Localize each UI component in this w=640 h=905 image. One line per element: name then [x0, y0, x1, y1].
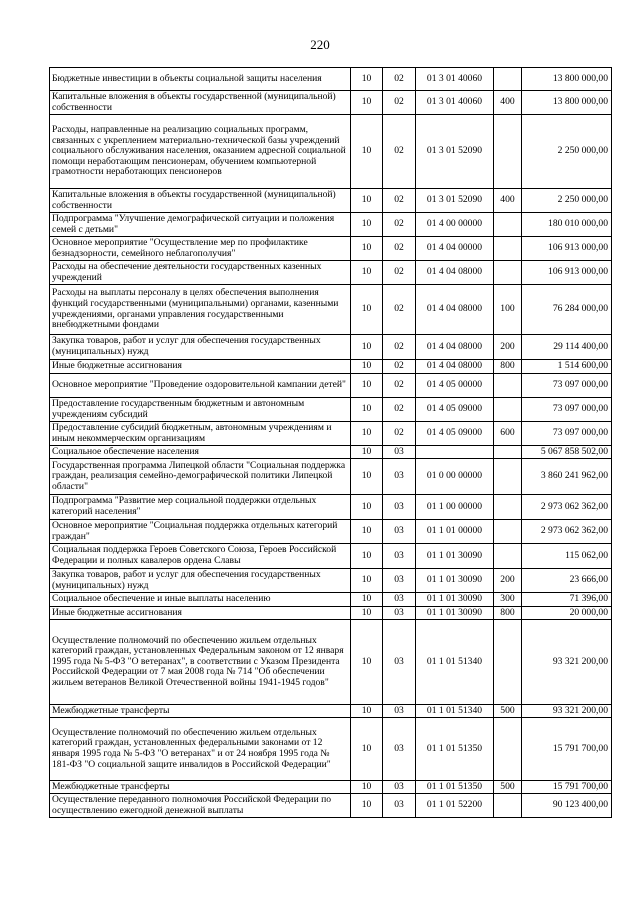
row-subsection: 03	[383, 794, 416, 818]
row-name: Иные бюджетные ассигнования	[50, 360, 351, 374]
row-expense-type	[494, 495, 522, 520]
row-section: 10	[351, 569, 383, 593]
row-name: Основное мероприятие "Осуществление мер по профилактике безнадзорности, семейного неблагополучия"	[50, 237, 351, 261]
row-subsection: 02	[383, 91, 416, 115]
row-name: Капитальные вложения в объекты государственной (муниципальной) собственности	[50, 91, 351, 115]
row-amount: 76 284 000,00	[522, 285, 612, 335]
row-amount: 106 913 000,00	[522, 237, 612, 261]
table-row	[50, 544, 612, 569]
row-expense-type: 800	[494, 607, 522, 620]
row-target-article: 01 4 05 00000	[416, 374, 494, 398]
table-row	[50, 569, 612, 593]
row-target-article: 01 4 04 00000	[416, 237, 494, 261]
row-subsection: 03	[383, 705, 416, 718]
row-target-article: 01 1 01 30090	[416, 607, 494, 620]
row-expense-type: 600	[494, 422, 522, 446]
table-row	[50, 91, 612, 115]
row-target-article: 01 3 01 40060	[416, 68, 494, 91]
row-amount: 2 973 062 362,00	[522, 520, 612, 544]
row-name: Основное мероприятие "Проведение оздоровительной кампании детей"	[50, 374, 351, 398]
table-row	[50, 68, 612, 91]
table-row	[50, 705, 612, 718]
row-section: 10	[351, 520, 383, 544]
row-subsection: 02	[383, 189, 416, 213]
row-section: 10	[351, 115, 383, 189]
row-amount: 115 062,00	[522, 544, 612, 569]
table-row	[50, 422, 612, 446]
row-name: Расходы, направленные на реализацию социальных программ, связанных с укреплением материально-технической базы учреждений социального обслуживания населения, оказанием адресной социальной помощи неработающим пенсионерам, обучением компьютерной грамотности неработающих пенсионеров	[50, 115, 351, 189]
budget-table-body	[50, 68, 612, 818]
row-subsection: 03	[383, 459, 416, 495]
row-amount: 3 860 241 962,00	[522, 459, 612, 495]
row-target-article: 01 4 04 08000	[416, 360, 494, 374]
row-name: Осуществление переданного полномочия Российской Федерации по осуществлению ежегодной денежной выплаты	[50, 794, 351, 818]
row-subsection: 03	[383, 718, 416, 781]
row-amount: 90 123 400,00	[522, 794, 612, 818]
row-amount: 93 321 200,00	[522, 705, 612, 718]
row-section: 10	[351, 459, 383, 495]
table-row	[50, 520, 612, 544]
row-amount: 13 800 000,00	[522, 68, 612, 91]
row-section: 10	[351, 91, 383, 115]
row-amount: 2 250 000,00	[522, 115, 612, 189]
row-target-article: 01 4 04 08000	[416, 335, 494, 360]
row-amount: 15 791 700,00	[522, 718, 612, 781]
row-target-article	[416, 446, 494, 459]
row-expense-type	[494, 213, 522, 237]
table-row	[50, 237, 612, 261]
row-expense-type: 200	[494, 335, 522, 360]
table-row	[50, 115, 612, 189]
row-subsection: 02	[383, 335, 416, 360]
row-amount: 1 514 600,00	[522, 360, 612, 374]
row-target-article: 01 1 00 00000	[416, 495, 494, 520]
row-section: 10	[351, 237, 383, 261]
row-target-article: 01 1 01 30090	[416, 544, 494, 569]
row-expense-type: 500	[494, 781, 522, 794]
row-section: 10	[351, 285, 383, 335]
table-row	[50, 335, 612, 360]
row-name: Иные бюджетные ассигнования	[50, 607, 351, 620]
row-section: 10	[351, 189, 383, 213]
row-section: 10	[351, 213, 383, 237]
row-name: Закупка товаров, работ и услуг для обеспечения государственных (муниципальных) нужд	[50, 569, 351, 593]
row-section: 10	[351, 68, 383, 91]
row-expense-type	[494, 398, 522, 422]
row-subsection: 02	[383, 213, 416, 237]
row-target-article: 01 1 01 52200	[416, 794, 494, 818]
row-expense-type	[494, 261, 522, 285]
row-expense-type: 800	[494, 360, 522, 374]
row-target-article: 01 1 01 51340	[416, 705, 494, 718]
row-subsection: 03	[383, 620, 416, 705]
row-name: Межбюджетные трансферты	[50, 781, 351, 794]
row-name: Социальная поддержка Героев Советского Союза, Героев Российской Федерации и полных кавалеров ордена Славы	[50, 544, 351, 569]
row-section: 10	[351, 718, 383, 781]
table-row	[50, 285, 612, 335]
row-name: Предоставление субсидий бюджетным, автономным учреждениям и иным некоммерческим организациям	[50, 422, 351, 446]
budget-table	[49, 67, 612, 818]
row-subsection: 02	[383, 374, 416, 398]
row-amount: 106 913 000,00	[522, 261, 612, 285]
row-amount: 20 000,00	[522, 607, 612, 620]
row-expense-type: 400	[494, 91, 522, 115]
row-subsection: 03	[383, 520, 416, 544]
table-row	[50, 495, 612, 520]
row-section: 10	[351, 781, 383, 794]
row-target-article: 01 1 01 51350	[416, 781, 494, 794]
table-row	[50, 620, 612, 705]
row-expense-type	[494, 718, 522, 781]
row-expense-type	[494, 620, 522, 705]
row-amount: 15 791 700,00	[522, 781, 612, 794]
row-subsection: 02	[383, 398, 416, 422]
row-name: Осуществление полномочий по обеспечению жильем отдельных категорий граждан, установленных федеральными законами от 12 января 1995 года № 5-ФЗ "О ветеранах" и от 24 ноября 1995 года № 181-ФЗ "О социальной защите инвалидов в Российской Федерации"	[50, 718, 351, 781]
row-amount: 5 067 858 502,00	[522, 446, 612, 459]
row-expense-type: 200	[494, 569, 522, 593]
row-expense-type: 300	[494, 593, 522, 607]
row-target-article: 01 1 01 51340	[416, 620, 494, 705]
row-amount: 73 097 000,00	[522, 374, 612, 398]
row-name: Закупка товаров, работ и услуг для обеспечения государственных (муниципальных) нужд	[50, 335, 351, 360]
row-subsection: 02	[383, 360, 416, 374]
row-target-article: 01 1 01 30090	[416, 593, 494, 607]
row-subsection: 03	[383, 495, 416, 520]
row-target-article: 01 1 01 51350	[416, 718, 494, 781]
table-row	[50, 459, 612, 495]
row-amount: 73 097 000,00	[522, 398, 612, 422]
row-name: Социальное обеспечение населения	[50, 446, 351, 459]
row-section: 10	[351, 620, 383, 705]
row-amount: 71 396,00	[522, 593, 612, 607]
page-number: 220	[310, 37, 330, 52]
row-target-article: 01 4 05 09000	[416, 398, 494, 422]
row-subsection: 02	[383, 261, 416, 285]
table-row	[50, 446, 612, 459]
row-expense-type	[494, 794, 522, 818]
table-row	[50, 360, 612, 374]
row-section: 10	[351, 446, 383, 459]
row-subsection: 02	[383, 422, 416, 446]
row-subsection: 03	[383, 607, 416, 620]
row-section: 10	[351, 544, 383, 569]
table-row	[50, 374, 612, 398]
table-row	[50, 398, 612, 422]
row-name: Бюджетные инвестиции в объекты социальной защиты населения	[50, 68, 351, 91]
row-amount: 180 010 000,00	[522, 213, 612, 237]
row-subsection: 03	[383, 593, 416, 607]
row-target-article: 01 4 04 08000	[416, 285, 494, 335]
row-name: Расходы на обеспечение деятельности государственных казенных учреждений	[50, 261, 351, 285]
row-name: Социальное обеспечение и иные выплаты населению	[50, 593, 351, 607]
row-section: 10	[351, 261, 383, 285]
row-amount: 93 321 200,00	[522, 620, 612, 705]
row-subsection: 03	[383, 446, 416, 459]
row-target-article: 01 3 01 52090	[416, 115, 494, 189]
row-subsection: 03	[383, 544, 416, 569]
row-amount: 13 800 000,00	[522, 91, 612, 115]
row-section: 10	[351, 374, 383, 398]
row-expense-type: 400	[494, 189, 522, 213]
row-section: 10	[351, 607, 383, 620]
row-name: Предоставление государственным бюджетным и автономным учреждениям субсидий	[50, 398, 351, 422]
row-amount: 29 114 400,00	[522, 335, 612, 360]
row-subsection: 02	[383, 285, 416, 335]
row-expense-type	[494, 115, 522, 189]
row-expense-type: 100	[494, 285, 522, 335]
row-target-article: 01 0 00 00000	[416, 459, 494, 495]
row-target-article: 01 4 04 08000	[416, 261, 494, 285]
row-target-article: 01 3 01 40060	[416, 91, 494, 115]
row-section: 10	[351, 495, 383, 520]
row-section: 10	[351, 398, 383, 422]
row-name: Основное мероприятие "Социальная поддержка отдельных категорий граждан"	[50, 520, 351, 544]
row-section: 10	[351, 794, 383, 818]
row-name: Осуществление полномочий по обеспечению жильем отдельных категорий граждан, установленных Федеральным законом от 12 января 1995 года № 5-ФЗ "О ветеранах", в соответствии с Указом Президента Российской Федерации от 7 мая 2008 года № 714 "Об обеспечении жильем ветеранов Великой Отечественной войны 1941-1945 годов"	[50, 620, 351, 705]
row-section: 10	[351, 360, 383, 374]
table-row	[50, 189, 612, 213]
row-subsection: 02	[383, 115, 416, 189]
row-expense-type	[494, 459, 522, 495]
row-section: 10	[351, 422, 383, 446]
row-expense-type: 500	[494, 705, 522, 718]
row-name: Государственная программа Липецкой области "Социальная поддержка граждан, реализация семейно-демографической политики Липецкой области"	[50, 459, 351, 495]
row-expense-type	[494, 237, 522, 261]
row-subsection: 02	[383, 68, 416, 91]
table-row	[50, 213, 612, 237]
row-name: Межбюджетные трансферты	[50, 705, 351, 718]
table-row	[50, 794, 612, 818]
row-expense-type	[494, 520, 522, 544]
row-expense-type	[494, 446, 522, 459]
row-section: 10	[351, 335, 383, 360]
table-row	[50, 261, 612, 285]
row-target-article: 01 1 01 30090	[416, 569, 494, 593]
row-target-article: 01 3 01 52090	[416, 189, 494, 213]
row-amount: 2 973 062 362,00	[522, 495, 612, 520]
row-expense-type	[494, 68, 522, 91]
row-expense-type	[494, 374, 522, 398]
row-target-article: 01 1 01 00000	[416, 520, 494, 544]
row-target-article: 01 4 00 00000	[416, 213, 494, 237]
row-section: 10	[351, 593, 383, 607]
row-expense-type	[494, 544, 522, 569]
row-section: 10	[351, 705, 383, 718]
row-name: Расходы на выплаты персоналу в целях обеспечения выполнения функций государственными (муниципальными) органами, казенными учреждениями, органами управления государственными внебюджетными фондами	[50, 285, 351, 335]
row-name: Подпрограмма "Развитие мер социальной поддержки отдельных категорий населения"	[50, 495, 351, 520]
row-subsection: 03	[383, 781, 416, 794]
row-subsection: 02	[383, 237, 416, 261]
row-subsection: 03	[383, 569, 416, 593]
table-row	[50, 593, 612, 607]
row-amount: 2 250 000,00	[522, 189, 612, 213]
row-amount: 73 097 000,00	[522, 422, 612, 446]
row-amount: 23 666,00	[522, 569, 612, 593]
table-row	[50, 607, 612, 620]
row-name: Подпрограмма "Улучшение демографической ситуации и положения семей с детьми"	[50, 213, 351, 237]
table-row	[50, 718, 612, 781]
row-name: Капитальные вложения в объекты государственной (муниципальной) собственности	[50, 189, 351, 213]
row-target-article: 01 4 05 09000	[416, 422, 494, 446]
table-row	[50, 781, 612, 794]
